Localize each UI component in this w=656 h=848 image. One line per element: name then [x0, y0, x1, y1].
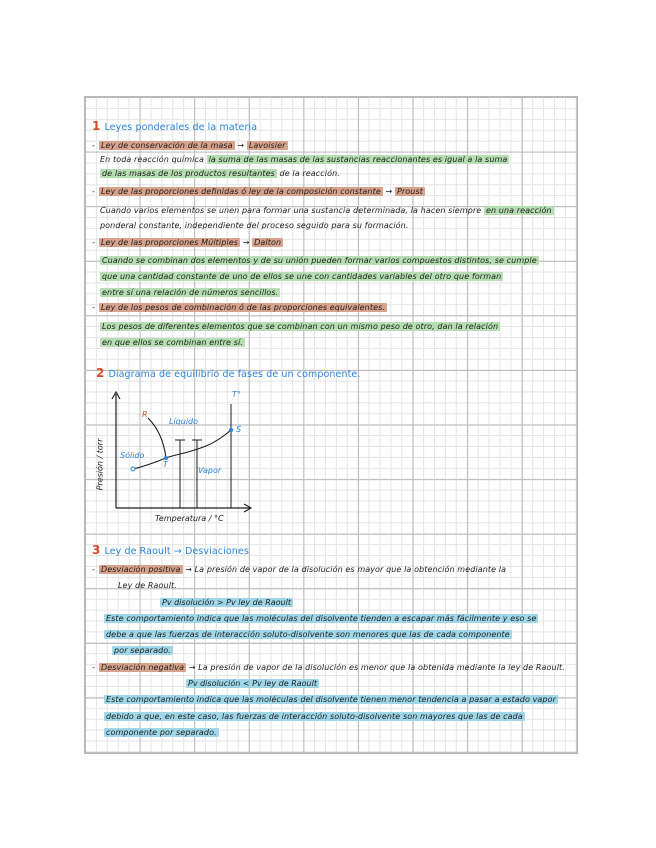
dalton-law — [92, 238, 283, 248]
bullet: - — [92, 663, 95, 672]
negativa-formula — [186, 679, 319, 688]
highlight: entre sí una relación de números sencillos. — [102, 288, 279, 297]
label-solido: Sólido — [120, 451, 145, 460]
arrow: → — [188, 663, 196, 672]
highlight: componente por separado. — [106, 728, 217, 737]
lavoisier-text-line — [100, 169, 340, 179]
highlight: Los pesos de diferentes elementos que se combinan con un mismo peso de otro, dan la relación — [102, 322, 499, 331]
bullet: - — [92, 238, 95, 247]
arrow: → — [185, 565, 192, 574]
section2-title: Diagrama de equilibrio de fases de un componente. — [108, 369, 361, 380]
lavoisier-text-line — [100, 155, 509, 165]
x-axis-label: Temperatura / °C — [155, 514, 224, 523]
equivalentes-law — [92, 303, 387, 313]
liquid-vapor-curve — [166, 430, 231, 458]
bullet: - — [92, 565, 95, 574]
section1-title: Leyes ponderales de la materia — [104, 122, 258, 133]
desviacion-negativa — [92, 663, 565, 673]
negativa-text-line — [104, 695, 558, 705]
lavoisier-author: Lavoisier — [248, 141, 286, 150]
formula: Pv disolución < Pv ley de Raoult — [188, 679, 317, 688]
label-S: S — [236, 425, 242, 434]
proust-law-name: Ley de las proporciones definidas ó ley de la composición constante — [101, 187, 381, 196]
bullet: - — [92, 303, 95, 312]
proust-text-line — [100, 221, 409, 231]
section3-title: Ley de Raoult — [104, 546, 171, 557]
desviacion-positiva-name: Desviación positiva — [101, 565, 181, 574]
text: La presión de vapor de la disolución es menor que la obtenida mediante la ley de Raoult. — [198, 663, 565, 672]
dalton-text-line — [100, 288, 280, 298]
arrow: → — [242, 238, 250, 247]
desviacion-positiva-cont: Ley de Raoult. — [118, 581, 177, 590]
equivalentes-text-line — [100, 322, 500, 332]
text: ponderal constante, independiente del proceso seguido para su formación. — [100, 221, 409, 230]
label-liquido: Líquido — [169, 417, 199, 426]
proust-text-line — [100, 206, 554, 216]
dalton-author: Dalton — [254, 238, 282, 247]
dalton-text-line — [100, 272, 503, 282]
equivalentes-law-name: Ley de los pesos de combinación ó de las proporciones equivalentes. — [101, 303, 386, 312]
dalton-text-line — [100, 256, 539, 266]
solid-point — [131, 467, 135, 471]
positiva-formula — [160, 598, 293, 607]
highlight: por separado. — [114, 646, 171, 655]
label-triple-point: T — [163, 460, 168, 469]
desviacion-negativa-name: Desviación negativa — [101, 663, 185, 672]
section3-number: 3 — [92, 543, 101, 557]
section2-number: 2 — [96, 366, 105, 380]
solid-liquid-curve — [148, 418, 166, 458]
section1-heading — [92, 121, 257, 133]
proust-law — [92, 187, 425, 197]
label-vapor: Vapor — [198, 466, 222, 475]
equivalentes-text-line — [100, 338, 245, 348]
text: Cuando varios elementos se unen para formar una sustancia determinada, la hacen siempre — [100, 206, 484, 215]
arrow: → — [237, 141, 245, 150]
critical-point — [229, 428, 233, 432]
arrow: → — [385, 187, 393, 196]
y-axis-label: Presión / torr — [95, 438, 105, 491]
arrow: → — [173, 546, 182, 557]
highlight: Este comportamiento indica que las moléculas del disolvente tienden a escapar más fácilmente y eso se — [106, 614, 537, 623]
highlight: en una reacción — [485, 206, 552, 215]
negativa-text-line — [104, 712, 525, 722]
negativa-text-line — [104, 728, 219, 738]
highlight: Este comportamiento indica que las moléculas del disolvente tienen menor tendencia a pasar a estado vapor — [106, 695, 556, 704]
label-critical-temperature: T° — [232, 390, 241, 399]
highlight: la suma de las masas de las sustancias reaccionantes es igual a la suma — [208, 155, 508, 164]
text: La presión de vapor de la disolución es mayor que la obtención mediante la — [194, 565, 507, 574]
proust-author: Proust — [396, 187, 423, 196]
formula: Pv disolución > Pv ley de Raoult — [162, 598, 291, 607]
section1-number: 1 — [92, 119, 101, 133]
lavoisier-law — [92, 141, 288, 151]
bullet: - — [92, 187, 95, 196]
desviacion-positiva — [92, 565, 506, 575]
positiva-text-line — [104, 630, 512, 640]
dalton-law-name: Ley de las proporciones Múltiples — [101, 238, 239, 247]
text: En toda reacción química — [100, 155, 207, 164]
highlight: debe a que las fuerzas de interacción soluto-disolvente son menores que las de cada componente — [106, 630, 510, 639]
highlight: que una cantidad constante de uno de ellos se une con cantidades variables del otro que forman — [102, 272, 502, 281]
highlight: debido a que, en este caso, las fuerzas de interacción soluto-disolvente son mayores que las de cada — [106, 712, 523, 721]
lavoisier-law-name: Ley de conservación de la masa — [101, 141, 233, 150]
text: de la reacción. — [276, 169, 340, 178]
section2-heading — [96, 368, 361, 380]
positiva-text-line — [104, 614, 538, 624]
bullet: - — [92, 141, 95, 150]
highlight: Cuando se combinan dos elementos y de su unión pueden formar varios compuestos distintos, se cumple — [102, 256, 537, 265]
label-R: R — [142, 410, 148, 419]
highlight: en que ellos se combinan entre sí. — [102, 338, 243, 347]
highlight: de las masas de los productos resultantes — [102, 169, 275, 178]
section3-subtitle: Desviaciones — [184, 546, 249, 557]
positiva-text-line — [112, 646, 173, 656]
section3-heading — [92, 545, 249, 557]
